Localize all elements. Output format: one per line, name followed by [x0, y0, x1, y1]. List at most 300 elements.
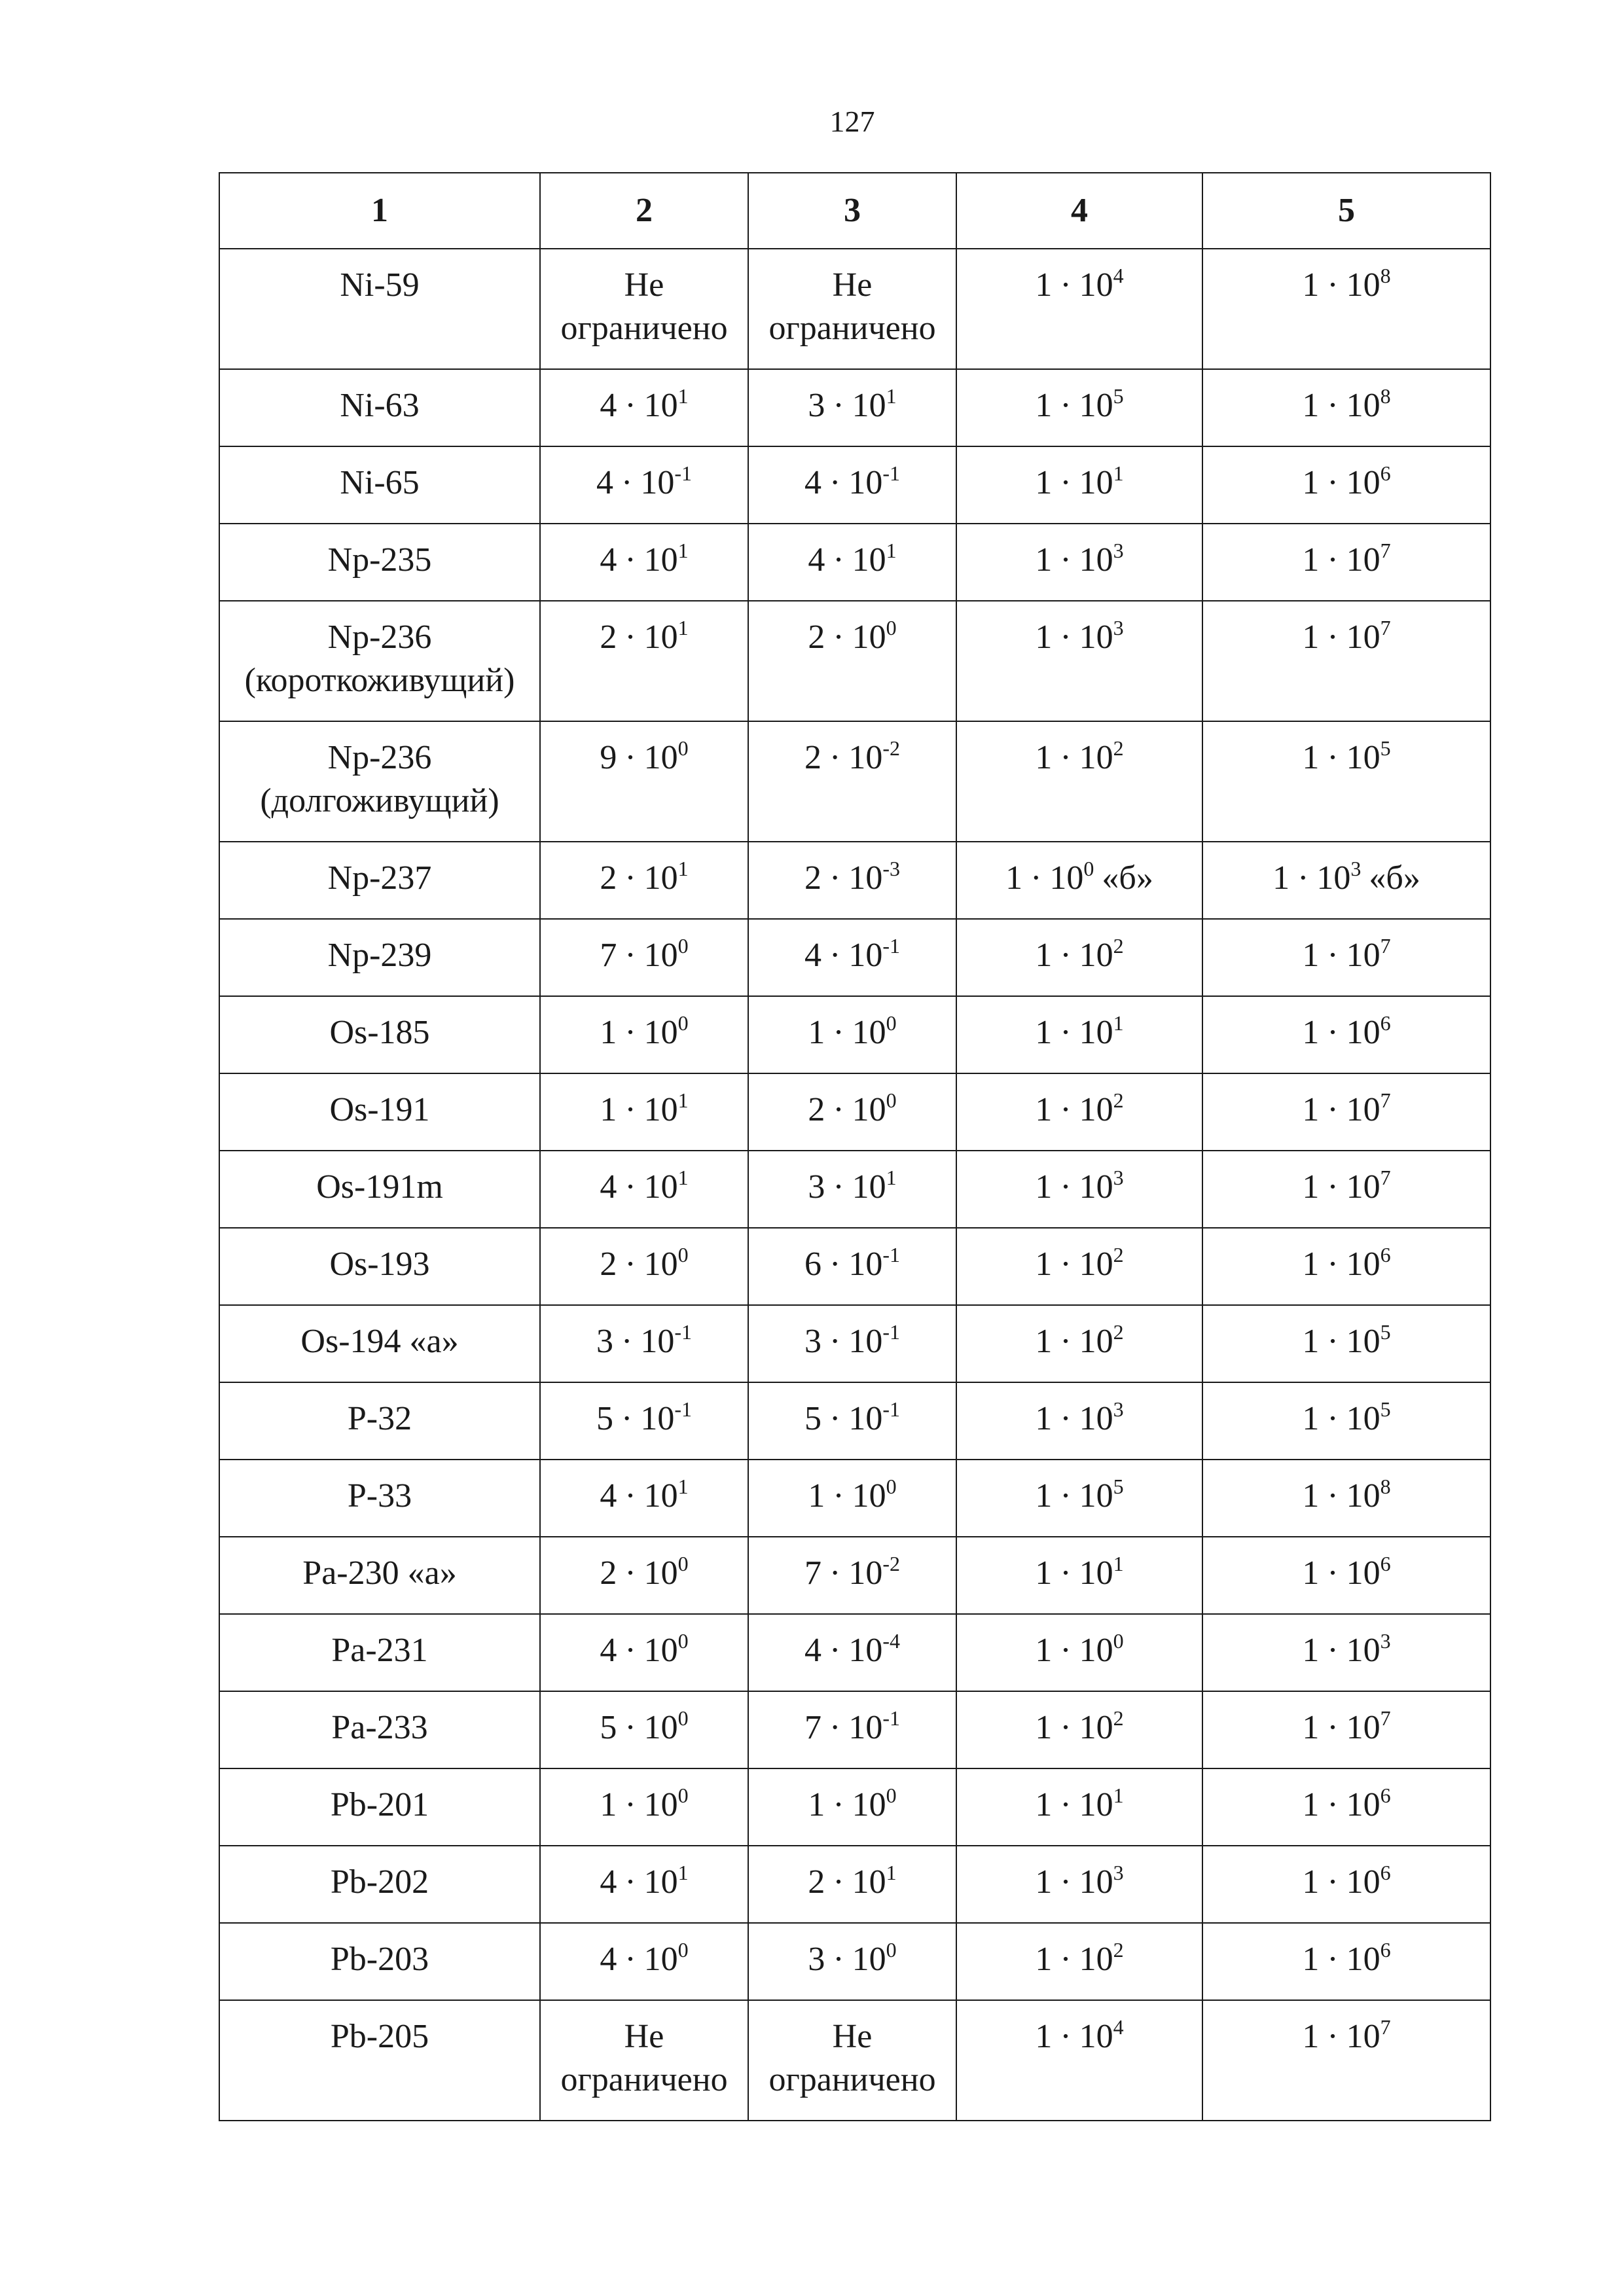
- mantissa: 1: [1302, 739, 1320, 776]
- scientific-value: [804, 1628, 900, 1669]
- value-cell-col-5: [1202, 1228, 1490, 1305]
- value-cell-col-4: [956, 1614, 1202, 1691]
- scientific-value: [1035, 384, 1124, 424]
- exponent: 0: [677, 1937, 689, 1962]
- mantissa: 1: [1302, 1168, 1320, 1206]
- scientific-value: [808, 1088, 897, 1128]
- base-ten: 10: [1346, 1168, 1380, 1206]
- mantissa: 4: [600, 541, 617, 579]
- value-cell-col-2: [540, 1228, 748, 1305]
- mantissa: 3: [808, 1168, 825, 1206]
- mantissa: 4: [600, 1632, 617, 1669]
- exponent: 7: [1380, 1706, 1391, 1730]
- table-row: [219, 1460, 1490, 1537]
- column-header-4: 4: [956, 173, 1202, 249]
- exponent: 2: [1113, 1088, 1124, 1112]
- multiply-dot: ·: [1060, 1554, 1072, 1592]
- scientific-value: [804, 856, 900, 897]
- exponent: 0: [677, 1628, 689, 1653]
- mantissa: 2: [600, 859, 617, 897]
- base-ten: 10: [852, 387, 886, 424]
- nuclide-cell: Pb-202: [219, 1846, 540, 1923]
- nuclide-cell: Np-235: [219, 524, 540, 601]
- base-ten: 10: [1049, 859, 1084, 897]
- multiply-dot: ·: [829, 1246, 841, 1283]
- base-ten: 10: [1346, 1323, 1380, 1360]
- mantissa: 1: [1302, 464, 1320, 501]
- exponent: 2: [1113, 1706, 1124, 1730]
- exponent: 1: [1113, 461, 1124, 485]
- multiply-dot: ·: [624, 859, 636, 897]
- mantissa: 4: [808, 541, 825, 579]
- exponent: 1: [677, 1165, 689, 1189]
- exponent: -1: [882, 1242, 900, 1266]
- multiply-dot: ·: [1060, 1786, 1072, 1823]
- scientific-value: [1302, 1860, 1391, 1901]
- exponent: 6: [1380, 1937, 1391, 1962]
- multiply-dot: ·: [1327, 1246, 1339, 1283]
- mantissa: 1: [1302, 2018, 1320, 2055]
- scientific-value: [1035, 538, 1124, 579]
- scientific-value: [804, 1551, 900, 1592]
- multiply-dot: ·: [1060, 1400, 1072, 1437]
- value-cell-col-2: Не ограничено: [540, 249, 748, 369]
- table-body: [219, 249, 1490, 2121]
- multiply-dot: ·: [829, 1400, 841, 1437]
- scientific-value: [1302, 736, 1391, 776]
- base-ten: 10: [640, 464, 675, 501]
- scientific-value: [1035, 1628, 1124, 1669]
- scientific-value: [1035, 1474, 1124, 1515]
- value-cell-col-2: [540, 1691, 748, 1768]
- exponent: 1: [886, 384, 897, 408]
- scientific-value: [1035, 1011, 1124, 1051]
- base-ten: 10: [1346, 2018, 1380, 2055]
- exponent: 3: [1113, 1860, 1124, 1884]
- table-row: [219, 919, 1490, 996]
- exponent: 1: [886, 538, 897, 562]
- multiply-dot: ·: [1327, 1014, 1339, 1051]
- multiply-dot: ·: [829, 1323, 841, 1360]
- base-ten: 10: [1079, 266, 1113, 304]
- multiply-dot: ·: [1060, 1709, 1072, 1746]
- exponent: 0: [677, 736, 689, 760]
- value-cell-col-2: [540, 919, 748, 996]
- base-ten: 10: [643, 1246, 678, 1283]
- value-cell-col-5: [1202, 1923, 1490, 2000]
- base-ten: 10: [848, 1400, 883, 1437]
- value-cell-col-2: Не ограничено: [540, 2000, 748, 2121]
- multiply-dot: ·: [624, 1168, 636, 1206]
- mantissa: 3: [804, 1323, 821, 1360]
- mantissa: 4: [600, 1863, 617, 1901]
- exponent: 0: [677, 1706, 689, 1730]
- base-ten: 10: [852, 1941, 886, 1978]
- base-ten: 10: [1346, 1709, 1380, 1746]
- value-cell-col-3: [748, 1846, 956, 1923]
- mantissa: 1: [1005, 859, 1023, 897]
- value-cell-col-3: [748, 369, 956, 446]
- value-cell-col-3: [748, 919, 956, 996]
- mantissa: 1: [1302, 1477, 1320, 1515]
- value-cell-col-2: [540, 369, 748, 446]
- mantissa: 1: [1035, 1400, 1053, 1437]
- value-cell-col-3: [748, 721, 956, 842]
- exponent: -1: [674, 1319, 692, 1344]
- multiply-dot: ·: [833, 1941, 844, 1978]
- mantissa: 1: [1035, 2018, 1053, 2055]
- base-ten: 10: [1346, 1246, 1380, 1283]
- mantissa: 1: [1035, 1709, 1053, 1746]
- exponent: -2: [882, 1551, 900, 1575]
- mantissa: 1: [1302, 619, 1320, 656]
- mantissa: 5: [804, 1400, 821, 1437]
- multiply-dot: ·: [833, 541, 844, 579]
- multiply-dot: ·: [1060, 619, 1072, 656]
- nuclide-cell: Pa-231: [219, 1614, 540, 1691]
- table-row: [219, 1923, 1490, 2000]
- base-ten: 10: [848, 1323, 883, 1360]
- scientific-value: [808, 1937, 897, 1978]
- multiply-dot: ·: [1327, 387, 1339, 424]
- multiply-dot: ·: [1327, 1323, 1339, 1360]
- mantissa: 2: [804, 859, 821, 897]
- scientific-value: [1302, 538, 1391, 579]
- scientific-value: [596, 461, 692, 501]
- base-ten: 10: [1079, 1400, 1113, 1437]
- exponent: 1: [677, 538, 689, 562]
- value-cell-col-3: [748, 1151, 956, 1228]
- table-row: [219, 1151, 1490, 1228]
- mantissa: 1: [1302, 387, 1320, 424]
- base-ten: 10: [1079, 541, 1113, 579]
- exponent: 1: [677, 615, 689, 639]
- base-ten: 10: [1079, 1554, 1113, 1592]
- exponent: 0: [677, 1242, 689, 1266]
- value-cell-col-5: [1202, 721, 1490, 842]
- exponent: 1: [677, 1860, 689, 1884]
- scientific-value: [600, 1706, 689, 1746]
- scientific-value: [1302, 2015, 1391, 2055]
- multiply-dot: ·: [829, 1554, 841, 1592]
- multiply-dot: ·: [1327, 1091, 1339, 1128]
- base-ten: 10: [1316, 859, 1351, 897]
- mantissa: 1: [1302, 1709, 1320, 1746]
- scientific-value: [1302, 1551, 1391, 1592]
- value-cell-col-2: [540, 842, 748, 919]
- multiply-dot: ·: [1327, 2018, 1339, 2055]
- multiply-dot: ·: [624, 619, 636, 656]
- value-cell-col-3: [748, 1460, 956, 1537]
- mantissa: 9: [600, 739, 617, 776]
- footnote-marker: «б»: [1102, 859, 1153, 897]
- scientific-value: [804, 461, 900, 501]
- multiply-dot: ·: [1327, 464, 1339, 501]
- exponent: 5: [1380, 1319, 1391, 1344]
- multiply-dot: ·: [624, 1863, 636, 1901]
- multiply-dot: ·: [1060, 387, 1072, 424]
- base-ten: 10: [1346, 1477, 1380, 1515]
- base-ten: 10: [1079, 1709, 1113, 1746]
- value-cell-col-4: [956, 369, 1202, 446]
- multiply-dot: ·: [624, 1246, 636, 1283]
- mantissa: 2: [804, 739, 821, 776]
- exponent: -1: [882, 1319, 900, 1344]
- column-header-1: 1: [219, 173, 540, 249]
- exponent: -4: [882, 1628, 900, 1653]
- scientific-value: [1302, 263, 1391, 304]
- mantissa: 1: [1035, 1323, 1053, 1360]
- value-cell-col-4: [956, 1305, 1202, 1382]
- exponent: 7: [1380, 538, 1391, 562]
- base-ten: 10: [1079, 1941, 1113, 1978]
- multiply-dot: ·: [624, 937, 636, 974]
- base-ten: 10: [1346, 1091, 1380, 1128]
- nuclide-cell: Ni-63: [219, 369, 540, 446]
- exponent: 0: [886, 1088, 897, 1112]
- multiply-dot: ·: [1060, 739, 1072, 776]
- scientific-value: [1035, 1706, 1124, 1746]
- value-cell-col-5: [1202, 1382, 1490, 1460]
- multiply-dot: ·: [624, 1014, 636, 1051]
- multiply-dot: ·: [1327, 937, 1339, 974]
- scientific-value: [600, 1165, 689, 1206]
- multiply-dot: ·: [1327, 1400, 1339, 1437]
- scientific-value: [1005, 856, 1153, 897]
- nuclide-cell: Np-239: [219, 919, 540, 996]
- exponent: 0: [677, 1783, 689, 1807]
- mantissa: 1: [1035, 619, 1053, 656]
- exponent: 1: [677, 1474, 689, 1498]
- mantissa: 1: [1035, 1554, 1053, 1592]
- exponent: 3: [1113, 615, 1124, 639]
- value-cell-col-5: [1202, 1073, 1490, 1151]
- mantissa: 2: [600, 619, 617, 656]
- scientific-value: [1035, 1319, 1124, 1360]
- column-header-2: 2: [540, 173, 748, 249]
- base-ten: 10: [643, 1168, 678, 1206]
- multiply-dot: ·: [833, 619, 844, 656]
- mantissa: 1: [1302, 1091, 1320, 1128]
- base-ten: 10: [1079, 1786, 1113, 1823]
- multiply-dot: ·: [1060, 266, 1072, 304]
- scientific-value: [1302, 1088, 1391, 1128]
- exponent: 1: [677, 856, 689, 880]
- mantissa: 7: [600, 937, 617, 974]
- mantissa: 1: [600, 1786, 617, 1823]
- exponent: 0: [886, 1474, 897, 1498]
- multiply-dot: ·: [833, 1786, 844, 1823]
- base-ten: 10: [852, 1863, 886, 1901]
- scientific-value: [600, 1628, 689, 1669]
- mantissa: 1: [1035, 1632, 1053, 1669]
- scientific-value: [600, 1860, 689, 1901]
- value-cell-col-4: [956, 1382, 1202, 1460]
- base-ten: 10: [848, 859, 883, 897]
- value-cell-col-3: [748, 1768, 956, 1846]
- exponent: 0: [886, 615, 897, 639]
- multiply-dot: ·: [621, 1323, 633, 1360]
- multiply-dot: ·: [1060, 1632, 1072, 1669]
- base-ten: 10: [1079, 1091, 1113, 1128]
- value-cell-col-2: [540, 1537, 748, 1614]
- scientific-value: [1302, 1474, 1391, 1515]
- exponent: 3: [1113, 538, 1124, 562]
- base-ten: 10: [848, 937, 883, 974]
- multiply-dot: ·: [833, 1477, 844, 1515]
- page-number: 127: [829, 105, 875, 138]
- table-row: [219, 1228, 1490, 1305]
- value-cell-col-2: [540, 1846, 748, 1923]
- nuclide-label: Np-236 (короткоживущий): [244, 619, 515, 699]
- scientific-value: [804, 1706, 900, 1746]
- radionuclide-table: [219, 172, 1491, 2121]
- base-ten: 10: [640, 1323, 675, 1360]
- value-cell-col-3: [748, 1073, 956, 1151]
- value-cell-col-3: [748, 1923, 956, 2000]
- exponent: 0: [886, 1011, 897, 1035]
- column-header-5: 5: [1202, 173, 1490, 249]
- exponent: 5: [1380, 1397, 1391, 1421]
- table-row: [219, 721, 1490, 842]
- value-cell-col-4: [956, 1768, 1202, 1846]
- scientific-value: [600, 384, 689, 424]
- mantissa: 4: [804, 937, 821, 974]
- scientific-value: [1302, 1937, 1391, 1978]
- exponent: 1: [1113, 1011, 1124, 1035]
- mantissa: 1: [1302, 541, 1320, 579]
- scientific-value: [1302, 1319, 1391, 1360]
- base-ten: 10: [643, 541, 678, 579]
- mantissa: 1: [1035, 1941, 1053, 1978]
- exponent: -1: [882, 933, 900, 958]
- scientific-value: [600, 1937, 689, 1978]
- base-ten: 10: [1346, 541, 1380, 579]
- base-ten: 10: [1346, 1554, 1380, 1592]
- multiply-dot: ·: [1327, 1709, 1339, 1746]
- mantissa: 7: [804, 1554, 821, 1592]
- exponent: 2: [1113, 933, 1124, 958]
- scientific-value: [600, 615, 689, 656]
- exponent: 1: [1113, 1783, 1124, 1807]
- multiply-dot: ·: [829, 1709, 841, 1746]
- base-ten: 10: [1079, 1477, 1113, 1515]
- base-ten: 10: [1346, 1014, 1380, 1051]
- column-header-3: 3: [748, 173, 956, 249]
- exponent: 0: [677, 1551, 689, 1575]
- exponent: -3: [882, 856, 900, 880]
- base-ten: 10: [643, 1709, 678, 1746]
- base-ten: 10: [1346, 387, 1380, 424]
- exponent: 1: [677, 384, 689, 408]
- footnote-marker: «б»: [1369, 859, 1420, 897]
- nuclide-cell: Pb-203: [219, 1923, 540, 2000]
- value-cell-col-2: [540, 1460, 748, 1537]
- mantissa: 4: [600, 1168, 617, 1206]
- scientific-value: [808, 1011, 897, 1051]
- base-ten: 10: [848, 464, 883, 501]
- value-cell-col-4: [956, 1151, 1202, 1228]
- multiply-dot: ·: [1327, 1477, 1339, 1515]
- scientific-value: [1035, 1551, 1124, 1592]
- nuclide-cell: Pb-201: [219, 1768, 540, 1846]
- multiply-dot: ·: [1060, 1477, 1072, 1515]
- table-row: [219, 2000, 1490, 2121]
- exponent: 0: [677, 933, 689, 958]
- exponent: 0: [1113, 1628, 1124, 1653]
- base-ten: 10: [643, 1632, 678, 1669]
- base-ten: 10: [852, 541, 886, 579]
- multiply-dot: ·: [1060, 1941, 1072, 1978]
- mantissa: 4: [596, 464, 613, 501]
- value-cell-col-5: [1202, 1305, 1490, 1382]
- value-cell-col-5: [1202, 842, 1490, 919]
- value-cell-col-5: [1202, 369, 1490, 446]
- multiply-dot: ·: [1060, 937, 1072, 974]
- value-cell-col-5: [1202, 524, 1490, 601]
- mantissa: 1: [1035, 1091, 1053, 1128]
- scientific-value: [1302, 384, 1391, 424]
- base-ten: 10: [1079, 1014, 1113, 1051]
- multiply-dot: ·: [624, 1632, 636, 1669]
- exponent: 0: [886, 1937, 897, 1962]
- multiply-dot: ·: [1327, 619, 1339, 656]
- scientific-value: [1302, 1397, 1391, 1437]
- scientific-value: [1035, 615, 1124, 656]
- table-row: [219, 1537, 1490, 1614]
- mantissa: 1: [1272, 859, 1290, 897]
- multiply-dot: ·: [1060, 1323, 1072, 1360]
- base-ten: 10: [1079, 1323, 1113, 1360]
- base-ten: 10: [1346, 1941, 1380, 1978]
- value-cell-col-4: [956, 524, 1202, 601]
- scientific-value: [1302, 933, 1391, 974]
- nuclide-cell: Pa-230 «а»: [219, 1537, 540, 1614]
- mantissa: 1: [1302, 1323, 1320, 1360]
- mantissa: 4: [804, 1632, 821, 1669]
- value-cell-col-5: [1202, 1691, 1490, 1768]
- base-ten: 10: [640, 1400, 675, 1437]
- value-cell-col-5: [1202, 1768, 1490, 1846]
- base-ten: 10: [643, 1477, 678, 1515]
- exponent: -1: [674, 1397, 692, 1421]
- value-cell-col-2: [540, 721, 748, 842]
- value-cell-col-4: [956, 1923, 1202, 2000]
- nuclide-cell: Ni-65: [219, 446, 540, 524]
- scientific-value: [808, 1860, 897, 1901]
- base-ten: 10: [643, 1091, 678, 1128]
- mantissa: 3: [808, 1941, 825, 1978]
- scientific-value: [600, 1011, 689, 1051]
- exponent: 3: [1380, 1628, 1391, 1653]
- base-ten: 10: [852, 1014, 886, 1051]
- scientific-value: [1035, 933, 1124, 974]
- value-cell-col-5: [1202, 2000, 1490, 2121]
- nuclide-cell: Os-191: [219, 1073, 540, 1151]
- scientific-value: [1035, 2015, 1124, 2055]
- scientific-value: [804, 1397, 900, 1437]
- base-ten: 10: [643, 937, 678, 974]
- exponent: 2: [1113, 1319, 1124, 1344]
- value-cell-col-2: [540, 1923, 748, 2000]
- multiply-dot: ·: [1297, 859, 1309, 897]
- mantissa: 1: [808, 1786, 825, 1823]
- mantissa: 1: [1302, 937, 1320, 974]
- base-ten: 10: [643, 1014, 678, 1051]
- scientific-value: [1035, 263, 1124, 304]
- scientific-value: [600, 1088, 689, 1128]
- nuclide-cell: P-33: [219, 1460, 540, 1537]
